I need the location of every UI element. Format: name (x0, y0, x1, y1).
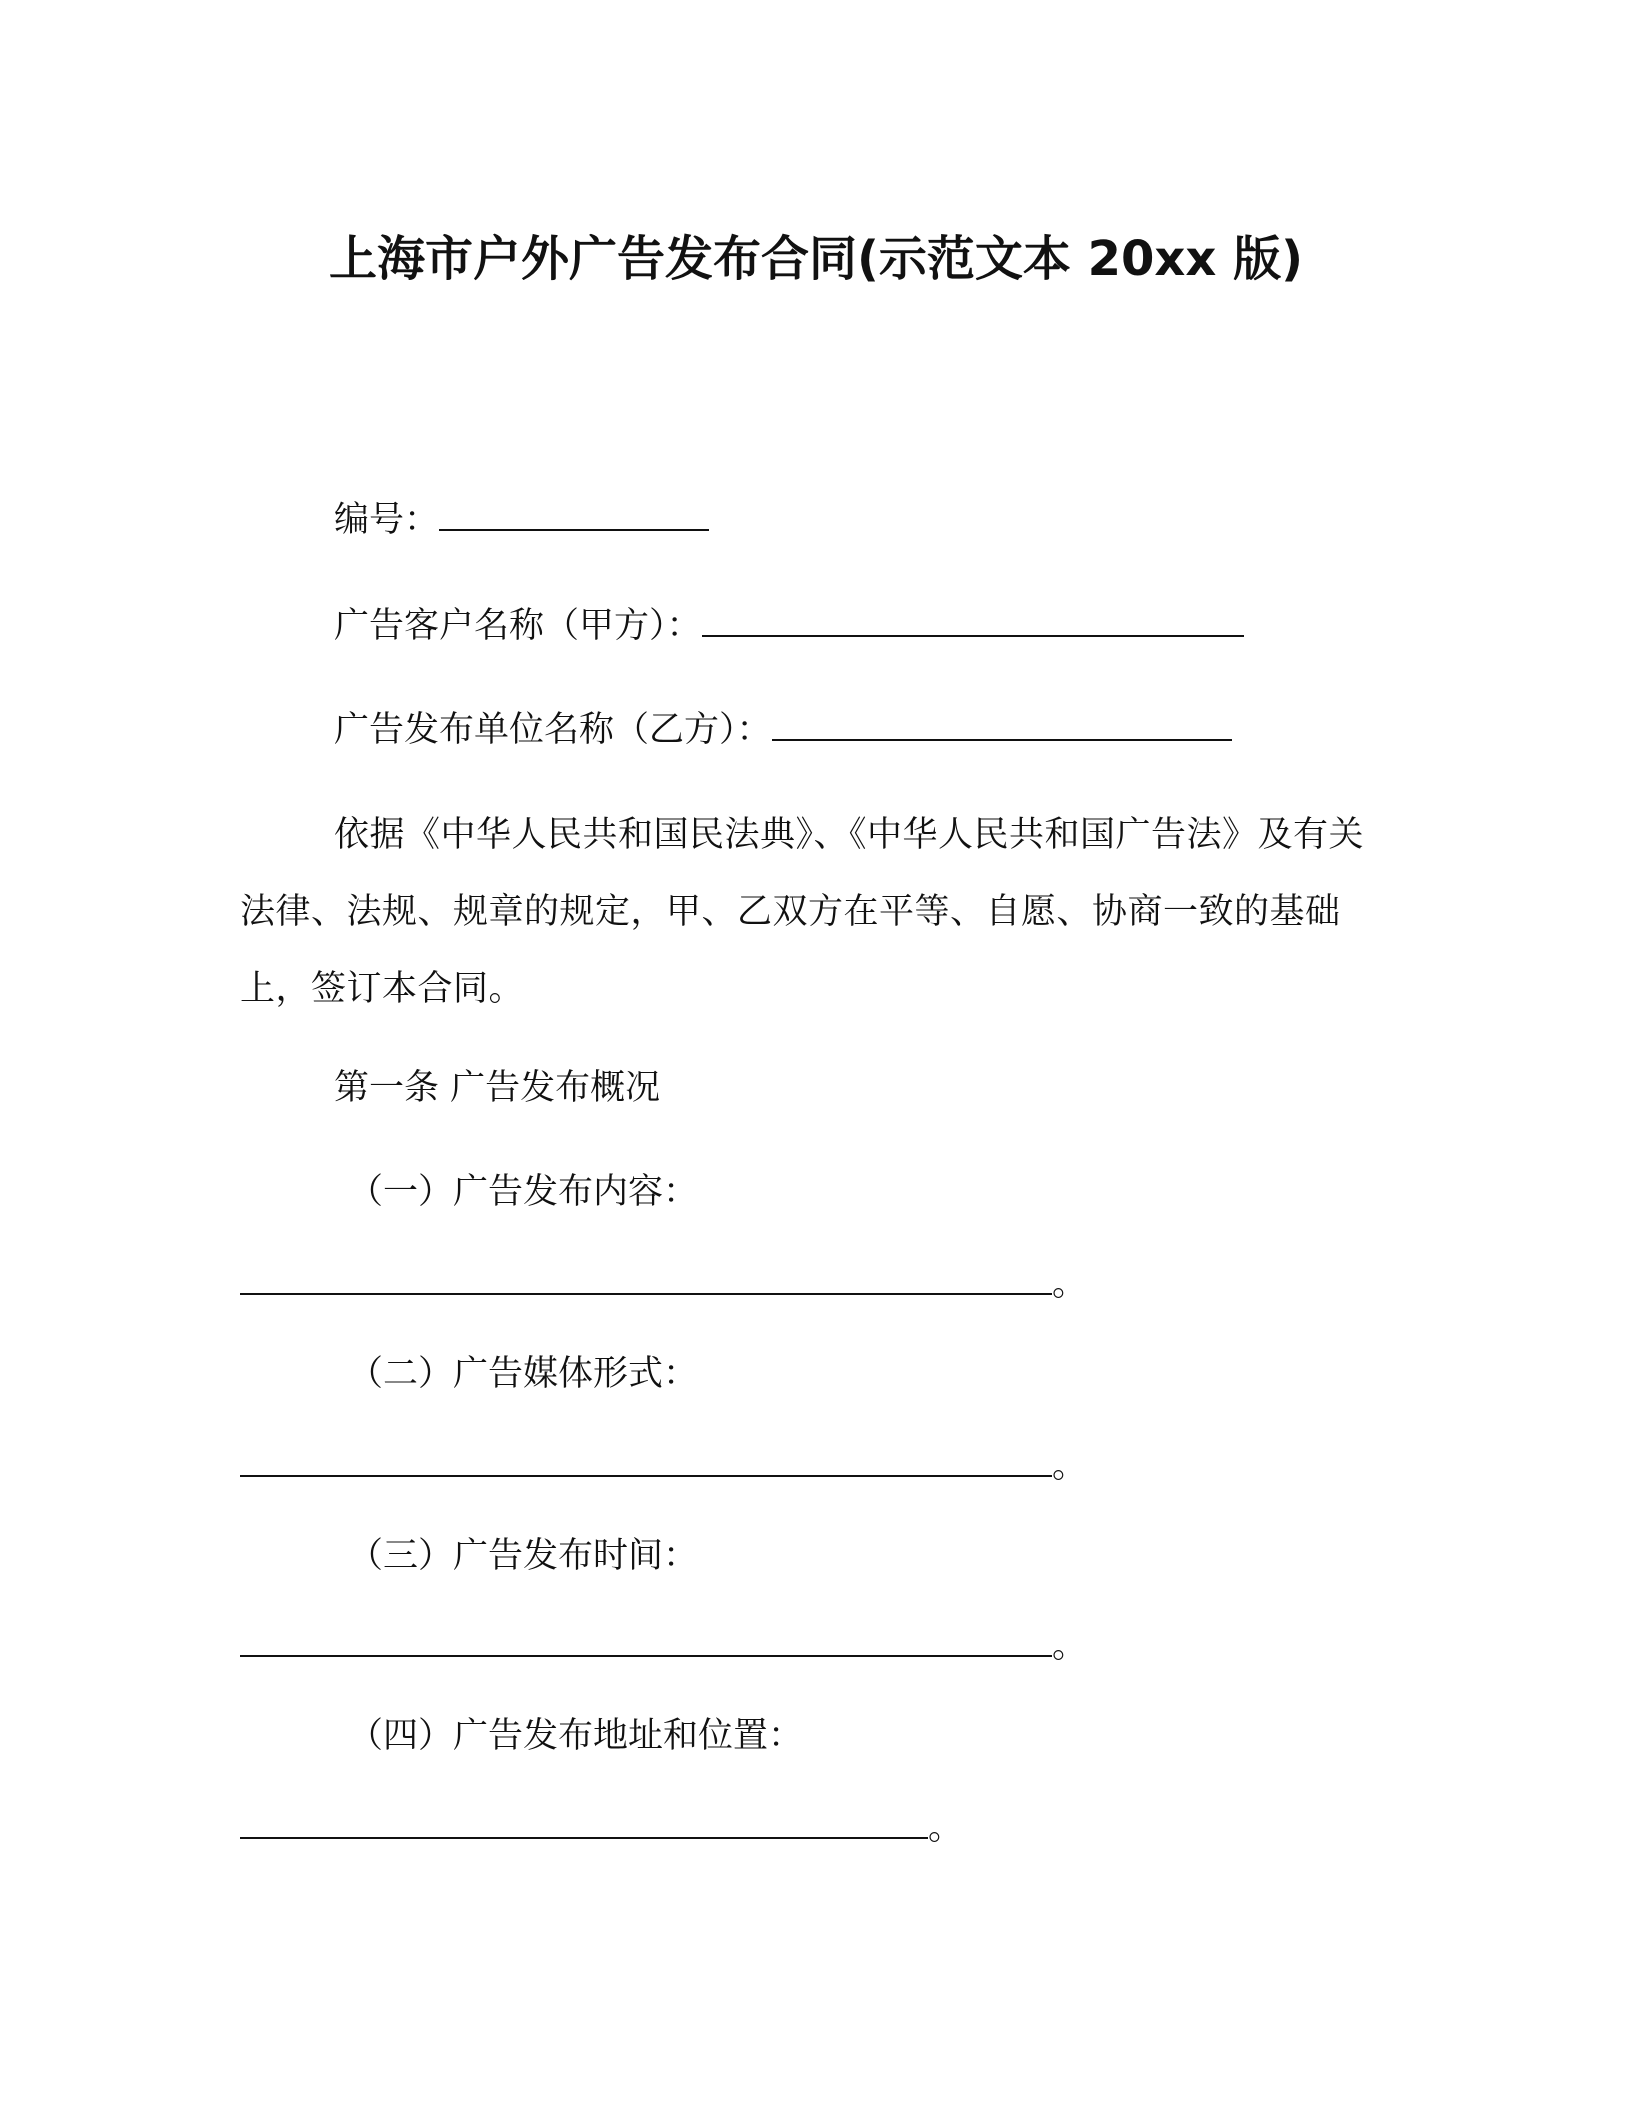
item-1-blank[interactable] (240, 1263, 1052, 1295)
publisher-name-blank[interactable] (772, 709, 1232, 741)
client-name-blank[interactable] (702, 605, 1244, 637)
contract-number-row (334, 498, 709, 542)
item-3-end: 。 (1052, 1626, 1088, 1666)
item-2-end: 。 (1052, 1446, 1088, 1486)
item-3-row (240, 1624, 1087, 1668)
item-1-row (240, 1262, 1087, 1306)
preamble-paragraph: 依据《中华人民共和国民法典》、《中华人民共和国广告法》及有关法律、法规、规章的规定，甲、乙双方在平等、自愿、协商一致的基础上，签订本合同。 (240, 815, 1365, 1009)
publisher-name-row (334, 708, 1232, 752)
item-4-blank[interactable] (240, 1807, 928, 1839)
item-2-label: （二）广告媒体形式： (348, 1354, 699, 1394)
contract-number-blank[interactable] (439, 499, 709, 531)
item-2-row (240, 1444, 1087, 1488)
item-4-row (240, 1806, 963, 1850)
item-4-end: 。 (928, 1808, 964, 1848)
client-name-row (334, 604, 1244, 648)
client-name-label: 广告客户名称（甲方）： (334, 606, 702, 646)
item-1-end: 。 (1052, 1264, 1088, 1304)
article-1-heading: 第一条 广告发布概况 (334, 1068, 661, 1108)
item-2-blank[interactable] (240, 1445, 1052, 1477)
publisher-name-label: 广告发布单位名称（乙方）： (334, 710, 772, 750)
item-4-label: （四）广告发布地址和位置： (348, 1716, 804, 1756)
item-3-label: （三）广告发布时间： (348, 1536, 699, 1576)
item-3-blank[interactable] (240, 1625, 1052, 1657)
contract-number-label: 编号： (334, 500, 440, 540)
item-1-label: （一）广告发布内容： (348, 1172, 699, 1212)
document-title: 上海市户外广告发布合同(示范文本 20xx 版) (328, 231, 1304, 287)
